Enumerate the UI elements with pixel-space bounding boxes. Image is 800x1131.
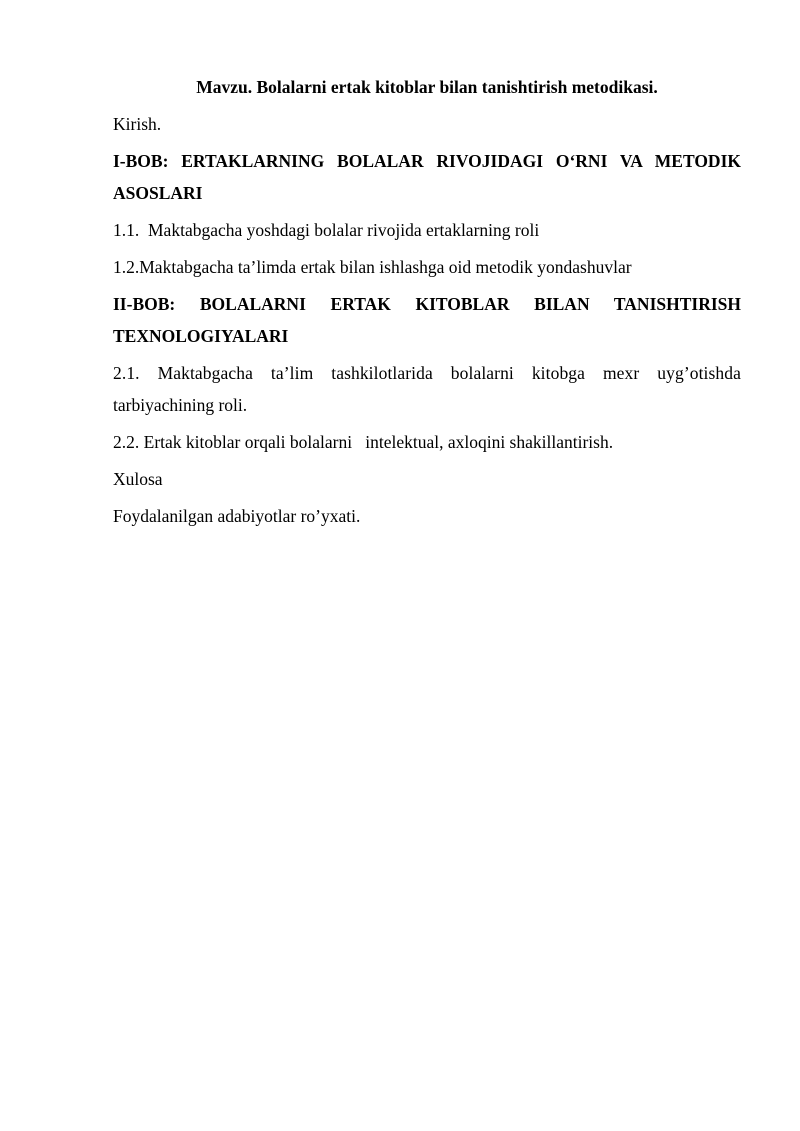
section-1-1-entry: 1.1. Maktabgacha yoshdagi bolalar rivojida ertaklarning roli [113, 220, 540, 240]
chapter-2-heading-line2: TEXNOLOGIYALARI [113, 326, 289, 346]
section-2-2-entry: 2.2. Ertak kitoblar orqali bolalarni intelektual, axloqini shakillantirish. [113, 432, 614, 452]
chapter-2-heading-line1: II-BOB: BOLALARNI ERTAK KITOBLAR BILAN TANISHTIRISH [113, 294, 741, 314]
intro-entry: Kirish. [113, 114, 162, 134]
page-title: Mavzu. Bolalarni ertak kitoblar bilan tanishtirish metodikasi. [196, 77, 658, 97]
section-2-1-line2: tarbiyachining roli. [113, 395, 248, 415]
chapter-2-heading [113, 288, 741, 320]
conclusion-entry: Xulosa [113, 469, 163, 489]
references-entry: Foydalanilgan adabiyotlar ro’yxati. [113, 506, 361, 526]
section-2-1-entry [113, 357, 741, 389]
section-2-1-line1: 2.1. Maktabgacha ta’lim tashkilotlarida bolalarni kitobga mexr uyg’otishda [113, 363, 741, 383]
table-of-contents [113, 71, 741, 537]
chapter-1-heading [113, 145, 741, 177]
chapter-1-heading-line1: I-BOB: ERTAKLARNING BOLALAR RIVOJIDAGI O‘RNI VA METODIK [113, 151, 741, 171]
chapter-1-heading-line2: ASOSLARI [113, 183, 203, 203]
section-1-2-entry: 1.2.Maktabgacha ta’limda ertak bilan ishlashga oid metodik yondashuvlar [113, 257, 632, 277]
